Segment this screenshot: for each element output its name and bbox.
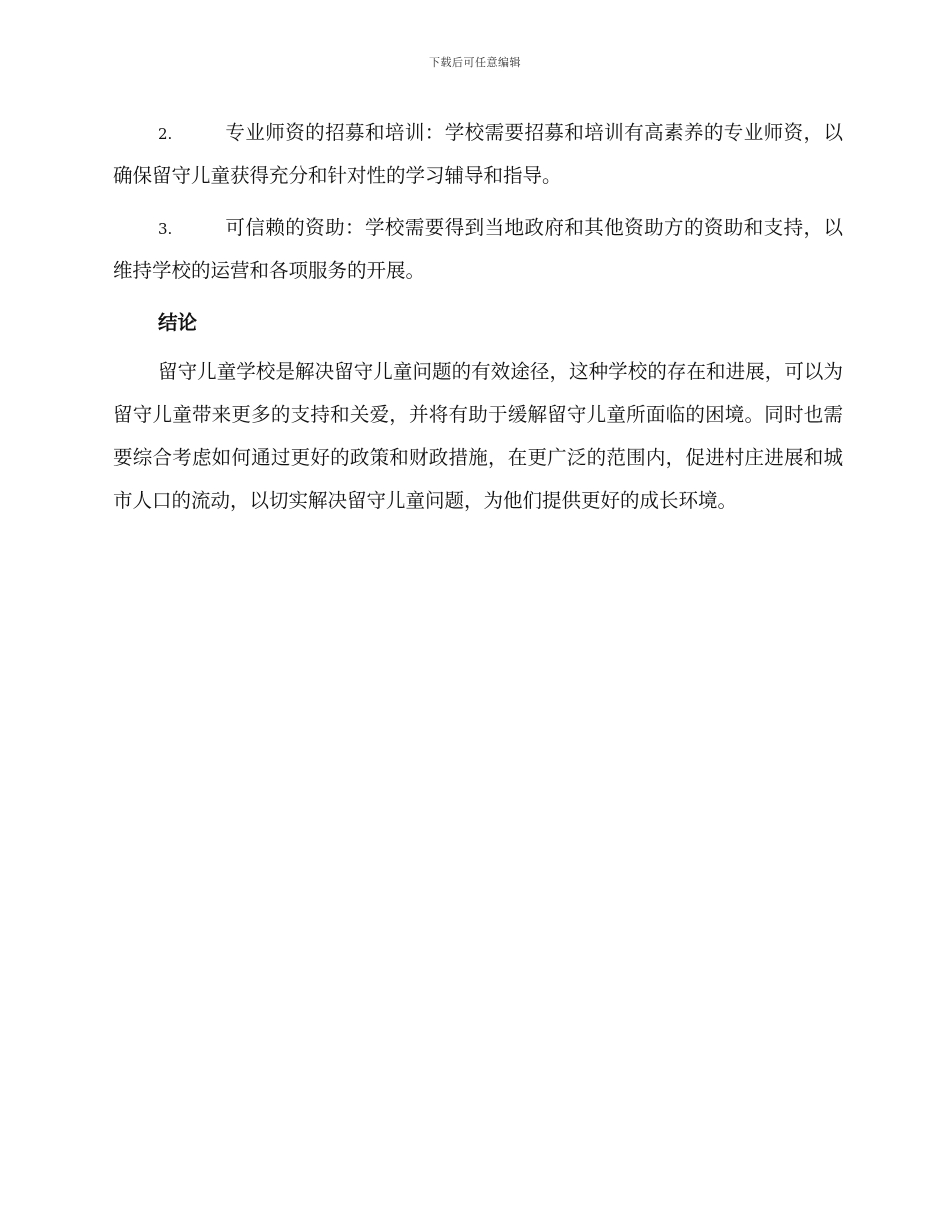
section-heading: 结论 (158, 311, 198, 334)
conclusion-paragraph: 留守儿童学校是解决留守儿童问题的有效途径，这种学校的存在和进展，可以为留守儿童带来更多的支持和关爱，并将有助于缓解留守儿童所面临的困境。同时也需要综合考虑如何通过更好的政策和财政措施，在更广泛的范围内，促进村庄进展和城市人口的流动，以切实解决留守儿童问题，为他们提供更好的成长环境。 (113, 360, 843, 512)
list-item-text: 可信赖的资助：学校需要得到当地政府和其他资助方的资助和支持，以维持学校的运营和各项服务的开展。 (113, 216, 843, 282)
list-item (113, 112, 843, 197)
list-item-text: 专业师资的招募和培训：学校需要招募和培训有高素养的专业师资，以确保留守儿童获得充分和针对性的学习辅导和指导。 (113, 121, 843, 187)
list-item-number: 3. (158, 220, 173, 238)
header-note: 下载后可任意编辑 (429, 56, 521, 69)
list-item (113, 207, 843, 292)
list-item-number: 2. (158, 125, 173, 143)
document-body (113, 112, 843, 522)
